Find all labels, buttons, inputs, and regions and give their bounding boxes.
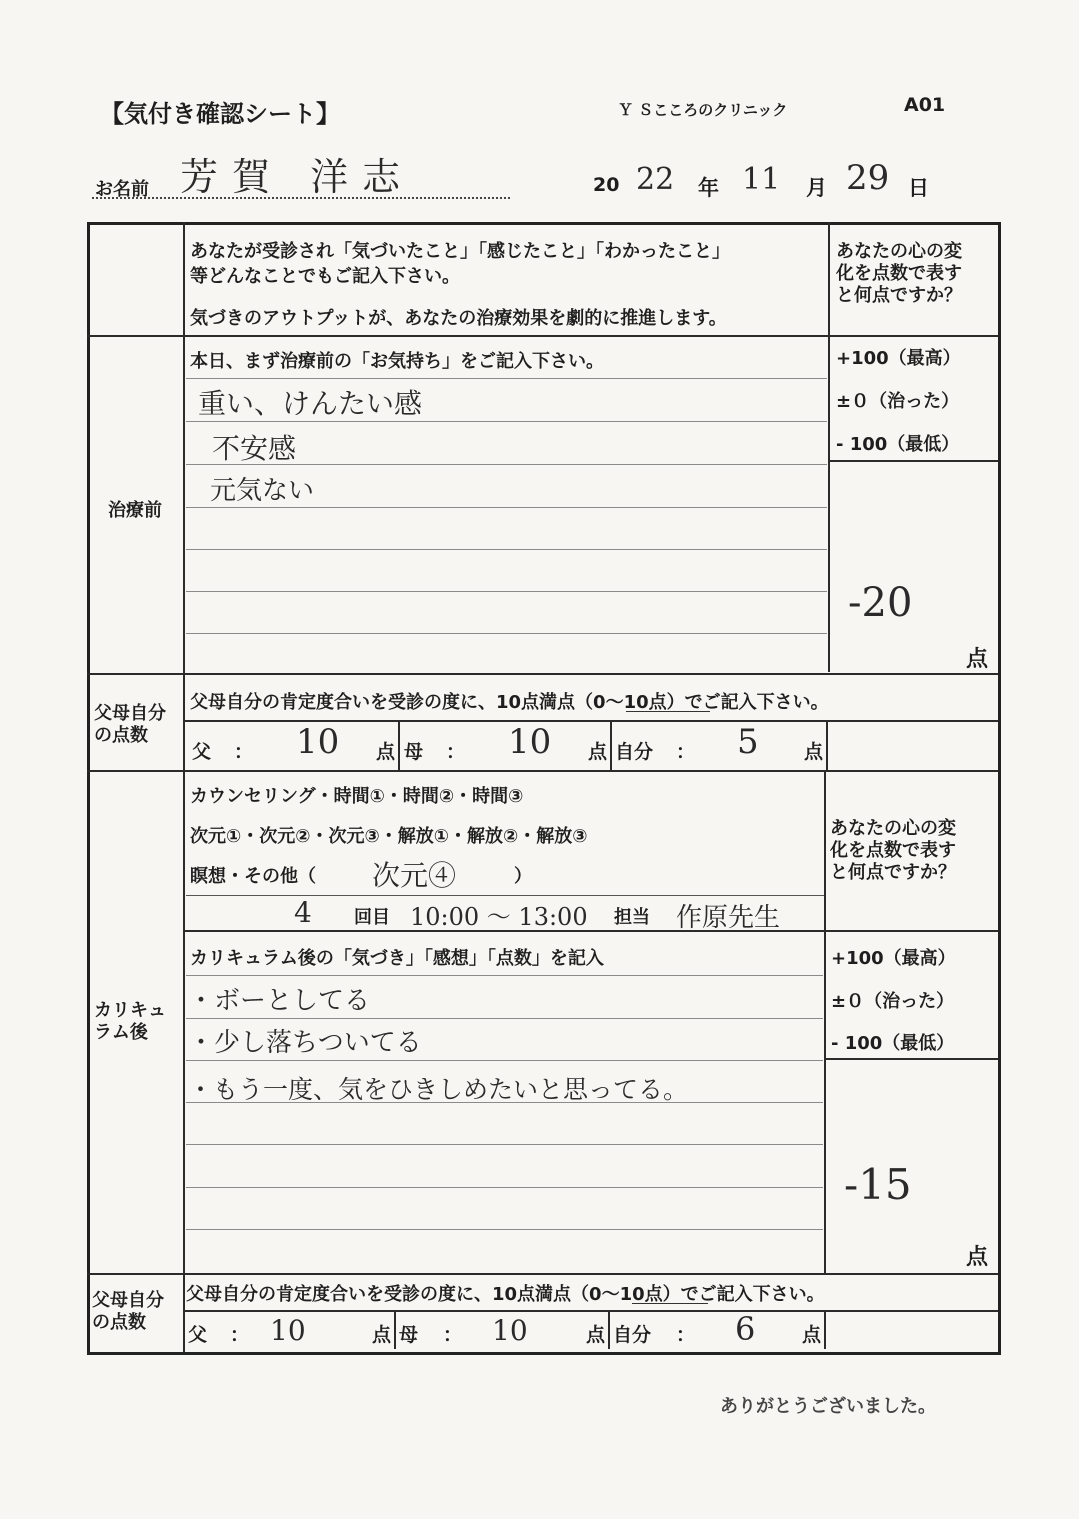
curriculum-entry[interactable]: ・ボーとしてる [188,986,371,1016]
name-underline [92,197,510,199]
before-entry[interactable]: 重い、けんたい感 [198,387,423,420]
intro-line-3: 気づきのアウトプットが、あなたの治療効果を劇的に推進します。 [190,308,727,329]
prompt-underline [632,1303,708,1304]
scale-max: +100（最高） [836,348,961,369]
staff-label: 担当 [614,907,650,928]
score-unit: 点 [966,1245,989,1270]
self-label: 自分 [615,741,654,763]
intro-line-2: 等どんなことでもご記入下さい。 [190,266,460,287]
name-label: お名前 [95,179,149,200]
date-prefix: 20 [593,174,620,196]
staff-name[interactable]: 作原先生 [676,903,781,933]
father-label: 父 [192,741,212,763]
curriculum-options-2: 次元①・次元②・次元③・解放①・解放②・解放③ [190,826,588,847]
father-score[interactable]: 10 [296,722,340,762]
parents-prompt: 父母自分の肯定度合いを受診の度に、10点満点（0〜10点）でご記入下さい。 [190,692,829,713]
parents-score-label: 父母自分 の点数 [94,703,166,746]
before-prompt: 本日、まず治療前の「お気持ち」をご記入下さい。 [190,351,604,372]
curriculum-options-3: 瞑想・その他（ [190,866,316,887]
father-score[interactable]: 10 [270,1314,306,1347]
self-score[interactable]: 6 [735,1310,756,1348]
sheet-title: 【気付き確認シート】 [100,100,340,128]
clinic-name: Ｙ Ｓこころのクリニック [618,101,788,119]
form-code: A01 [904,94,946,116]
session-label: 回目 [354,907,390,928]
curriculum-prompt: カリキュラム後の「気づき」「感想」「点数」を記入 [190,948,604,969]
session-count[interactable]: 4 [294,896,312,929]
intro-line-1: あなたが受診され「気づいたこと」「感じたこと」「わかったこと」 [190,241,730,262]
date-month-value[interactable]: 11 [742,162,781,197]
year-label: 年 [698,176,719,200]
score-question: あなたの心の変 化を点数で表す と何点ですか？ [836,241,962,306]
scale-zero: ±０（治った） [831,991,955,1012]
scale-min: - 100（最低） [836,434,960,455]
mother-label: 母 [399,1324,419,1346]
scale-zero: ±０（治った） [836,391,960,412]
mother-score[interactable]: 10 [508,722,552,762]
father-label: 父 [188,1324,208,1346]
before-score-value[interactable]: -20 [848,580,913,626]
curriculum-options-1: カウンセリング・時間①・時間②・時間③ [190,786,524,807]
curriculum-entry[interactable]: ・もう一度、気をひきしめたいと思ってる。 [188,1075,689,1104]
score-unit: 点 [966,647,989,672]
self-score[interactable]: 5 [737,722,759,762]
divider [828,460,998,462]
before-treatment-label: 治療前 [108,500,162,521]
session-time[interactable]: 10:00 〜 13:00 [410,903,588,931]
mother-label: 母 [404,741,424,763]
day-label: 日 [908,176,929,200]
scale-min: - 100（最低） [831,1033,955,1054]
curriculum-entry[interactable]: ・少し落ちついてる [188,1028,422,1058]
curriculum-label: カリキュ ラム後 [94,1000,166,1043]
month-label: 月 [806,176,827,200]
parents-prompt: 父母自分の肯定度合いを受診の度に、10点満点（0〜10点）でご記入下さい。 [186,1284,825,1305]
mother-score[interactable]: 10 [492,1314,528,1347]
before-entry[interactable]: 不安感 [212,432,297,465]
score-column-divider-bottom [824,770,826,1275]
divider [87,673,998,675]
self-label: 自分 [613,1324,652,1346]
name-value[interactable]: 芳賀 洋志 [180,155,415,199]
before-entry[interactable]: 元気ない [210,476,315,506]
scale-max: +100（最高） [831,948,956,969]
divider [87,335,998,337]
curriculum-score-value[interactable]: -15 [844,1160,912,1209]
date-day-value[interactable]: 29 [846,158,890,198]
label-column-divider [183,222,185,1352]
other-value[interactable]: 次元④ [372,859,457,892]
score-question: あなたの心の変 化を点数で表す と何点ですか？ [830,818,956,883]
divider [87,1273,998,1275]
parents-score-label: 父母自分 の点数 [92,1290,164,1333]
thanks-message: ありがとうございました。 [720,1396,936,1417]
date-year-value[interactable]: 22 [636,162,675,197]
divider [183,1310,998,1312]
prompt-underline [626,711,710,712]
divider [183,930,998,932]
divider [824,1058,998,1060]
divider [87,770,998,772]
score-column-divider-top [828,222,830,672]
